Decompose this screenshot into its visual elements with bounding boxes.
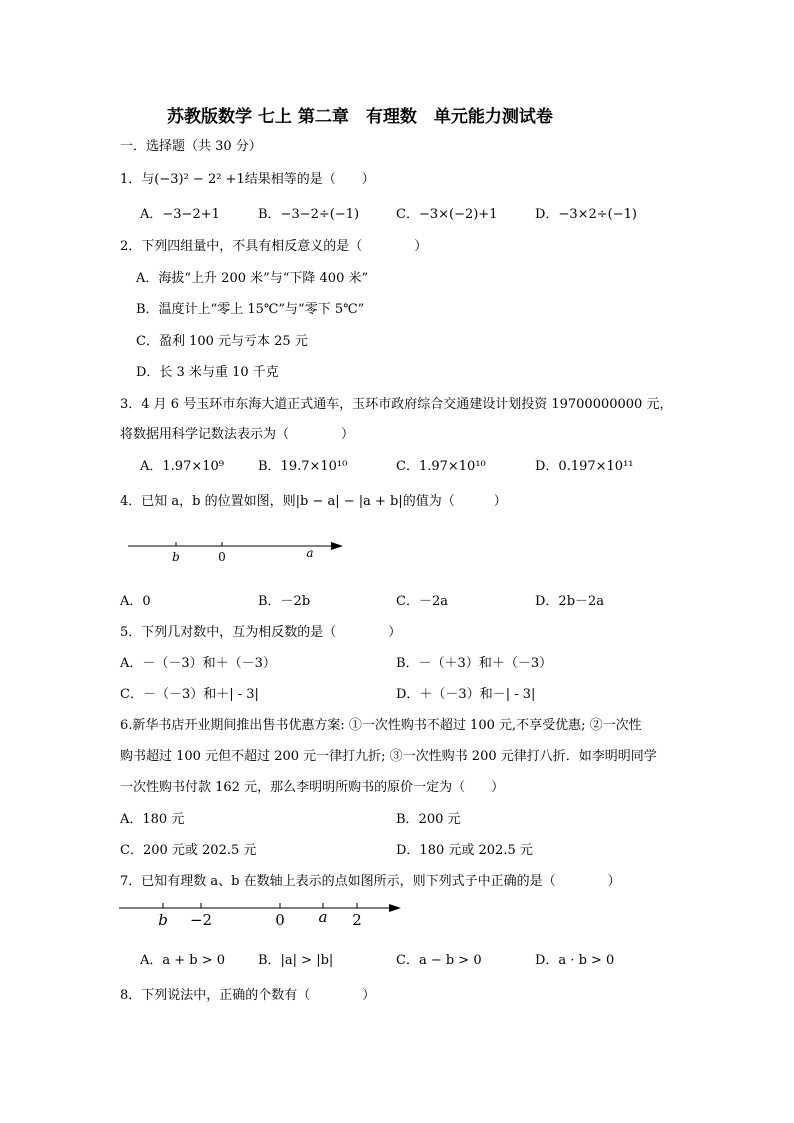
q3-option-d: D．0.197×10¹¹ <box>535 459 634 474</box>
section-heading: 一．选择题（共 30 分） <box>120 139 262 154</box>
q6-option-c: C．200 元或 202.5 元 <box>120 843 257 858</box>
q2-option-d: D．长 3 米与重 10 千克 <box>136 365 279 380</box>
q1-option-c: C．−3×(−2)+1 <box>396 207 498 222</box>
q2-option-c: C．盈利 100 元与亏本 25 元 <box>136 334 308 349</box>
q4-label-a: a <box>306 546 314 560</box>
q7-option-c: C．a − b > 0 <box>396 953 482 968</box>
q1-option-b: B．−3−2÷(−1) <box>258 207 360 222</box>
q2-option-b: B．温度计上“零上 15℃”与“零下 5℃” <box>136 302 365 317</box>
q4-option-c: C．－2a <box>396 594 448 609</box>
q5-option-c: C．－（－3）和＋| - 3| <box>120 687 259 702</box>
question-2-stem: 2．下列四组量中，不具有相反意义的是（ ） <box>120 239 428 254</box>
q4-number-line <box>125 535 350 567</box>
page-title: 苏教版数学 七上 第二章 有理数 单元能力测试卷 <box>167 107 553 127</box>
question-3-stem-line2: 将数据用科学记数法表示为（ ） <box>120 427 355 442</box>
question-4-stem: 4．已知 a，b 的位置如图，则|b − a| − |a + b|的值为（ ） <box>120 494 507 509</box>
q4-axis-arrow <box>331 542 343 550</box>
question-5-stem: 5．下列几对数中，互为相反数的是（ ） <box>120 625 402 640</box>
q7-label-b: b <box>158 911 168 929</box>
question-6-stem-line2: 购书超过 100 元但不超过 200 元一律打九折; ③一次性购书 200 元律打八折．如李明明同学 <box>120 749 657 764</box>
q5-option-a: A．－（－3）和＋（－3） <box>120 656 276 671</box>
q7-label-neg2: −2 <box>189 911 213 929</box>
question-7-stem: 7．已知有理数 a、b 在数轴上表示的点如图所示，则下列式子中正确的是（ ） <box>120 874 621 889</box>
q7-option-b: B．|a| > |b| <box>258 953 334 968</box>
q4-label-b: b <box>172 550 180 564</box>
q6-option-d: D．180 元或 202.5 元 <box>396 843 533 858</box>
q7-label-0: 0 <box>275 911 285 929</box>
q7-option-d: D．a · b > 0 <box>535 953 615 968</box>
q4-option-d: D．2b－2a <box>535 594 605 609</box>
q6-option-a: A．180 元 <box>120 812 185 827</box>
question-6-stem-line1: 6.新华书店开业期间推出售书优惠方案: ①一次性购书不超过 100 元,不享受优惠; ②一次性 <box>120 718 642 733</box>
q1-option-d: D．−3×2÷(−1) <box>535 207 637 222</box>
q4-option-b: B．－2b <box>258 594 311 609</box>
q7-number-line <box>117 898 407 930</box>
q4-label-0: 0 <box>218 550 226 564</box>
q3-option-c: C．1.97×10¹⁰ <box>396 459 486 474</box>
question-8-stem: 8．下列说法中，正确的个数有（ ） <box>120 988 376 1003</box>
q7-label-a: a <box>318 908 328 926</box>
q4-option-a: A．0 <box>120 594 151 609</box>
question-6-stem-line3: 一次性购书付款 162 元，那么李明明所购书的原价一定为（ ） <box>120 780 505 795</box>
q3-option-a: A．1.97×10⁹ <box>140 459 224 474</box>
q3-option-b: B．19.7×10¹⁰ <box>258 459 348 474</box>
q5-option-b: B．－（＋3）和＋（－3） <box>396 656 553 671</box>
q7-axis-arrow <box>389 904 401 912</box>
q2-option-a: A．海拔“上升 200 米”与“下降 400 米” <box>136 271 369 286</box>
q7-label-2: 2 <box>352 911 362 929</box>
question-3-stem-line1: 3．4 月 6 号玉环市东海大道正式通车，玉环市政府综合交通建设计划投资 19700000000 元， <box>120 397 673 412</box>
q1-option-a: A．−3−2+1 <box>140 207 220 222</box>
q5-option-d: D．＋（－3）和－| - 3| <box>396 687 536 702</box>
q6-option-b: B．200 元 <box>396 812 461 827</box>
q7-option-a: A．a + b > 0 <box>140 953 226 968</box>
question-1-stem: 1．与(−3)² − 2² +1结果相等的是（ ） <box>120 172 375 187</box>
